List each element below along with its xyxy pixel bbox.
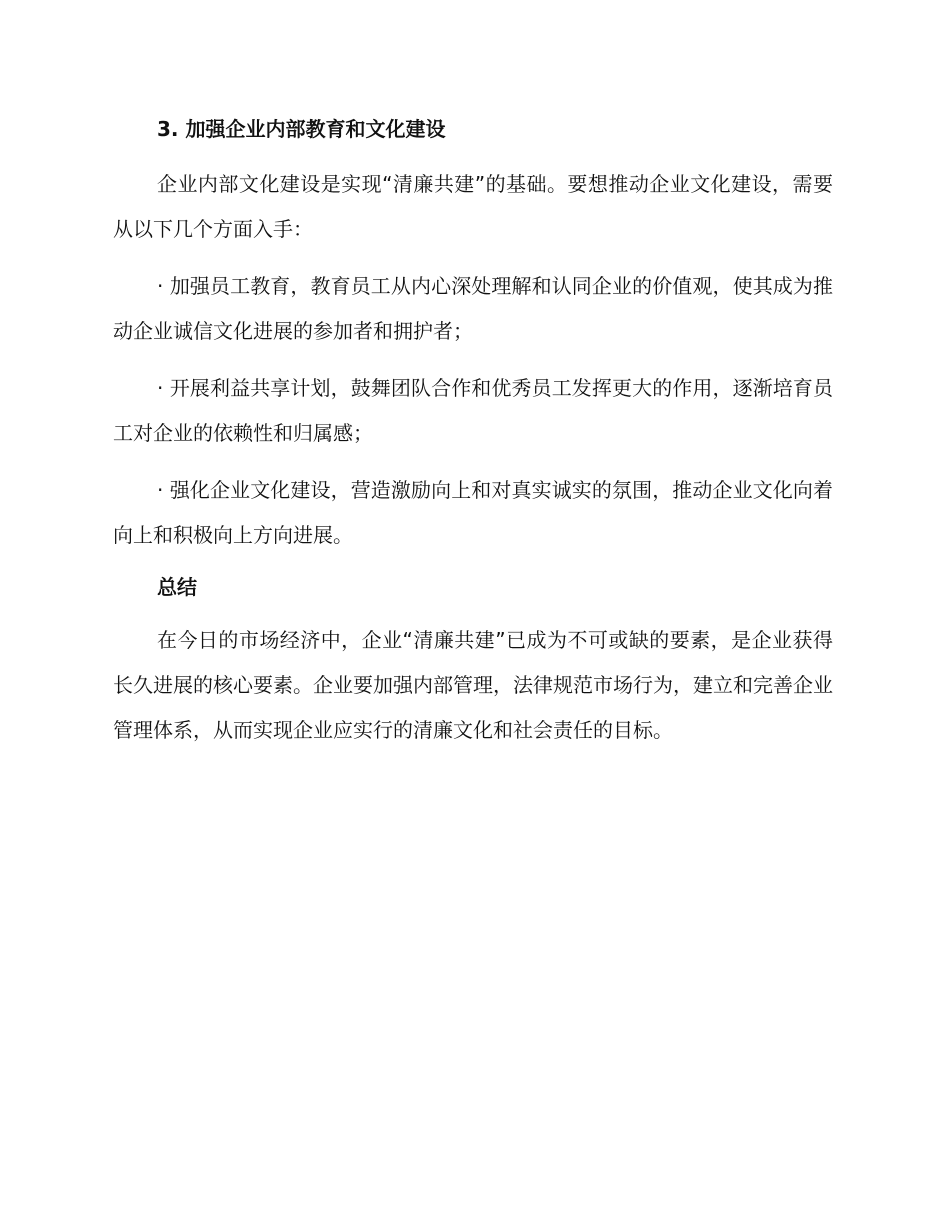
summary-paragraph: 在今日的市场经济中，企业“清廉共建”已成为不可或缺的要素，是企业获得长久进展的核心要素。企业要加强内部管理，法律规范市场行为，建立和完善企业管理体系，从而实现企业应实行的清廉文化和社会责任的目标。	[113, 628, 833, 742]
bullet-item-employee-education: · 加强员工教育，教育员工从内心深处理解和认同企业的价值观，使其成为推动企业诚信文化进展的参加者和拥护者；	[113, 274, 833, 343]
section-intro-paragraph: 企业内部文化建设是实现“清廉共建”的基础。要想推动企业文化建设，需要从以下几个方面入手：	[113, 172, 833, 241]
bullet-item-culture-building: · 强化企业文化建设，营造激励向上和对真实诚实的氛围，推动企业文化向着向上和积极向上方向进展。	[113, 478, 833, 547]
section-heading: 3. 加强企业内部教育和文化建设	[157, 117, 446, 141]
bullet-item-benefit-sharing: · 开展利益共享计划，鼓舞团队合作和优秀员工发挥更大的作用，逐渐培育员工对企业的依赖性和归属感；	[113, 376, 833, 445]
summary-heading: 总结	[157, 575, 197, 599]
document-page	[113, 112, 833, 765]
